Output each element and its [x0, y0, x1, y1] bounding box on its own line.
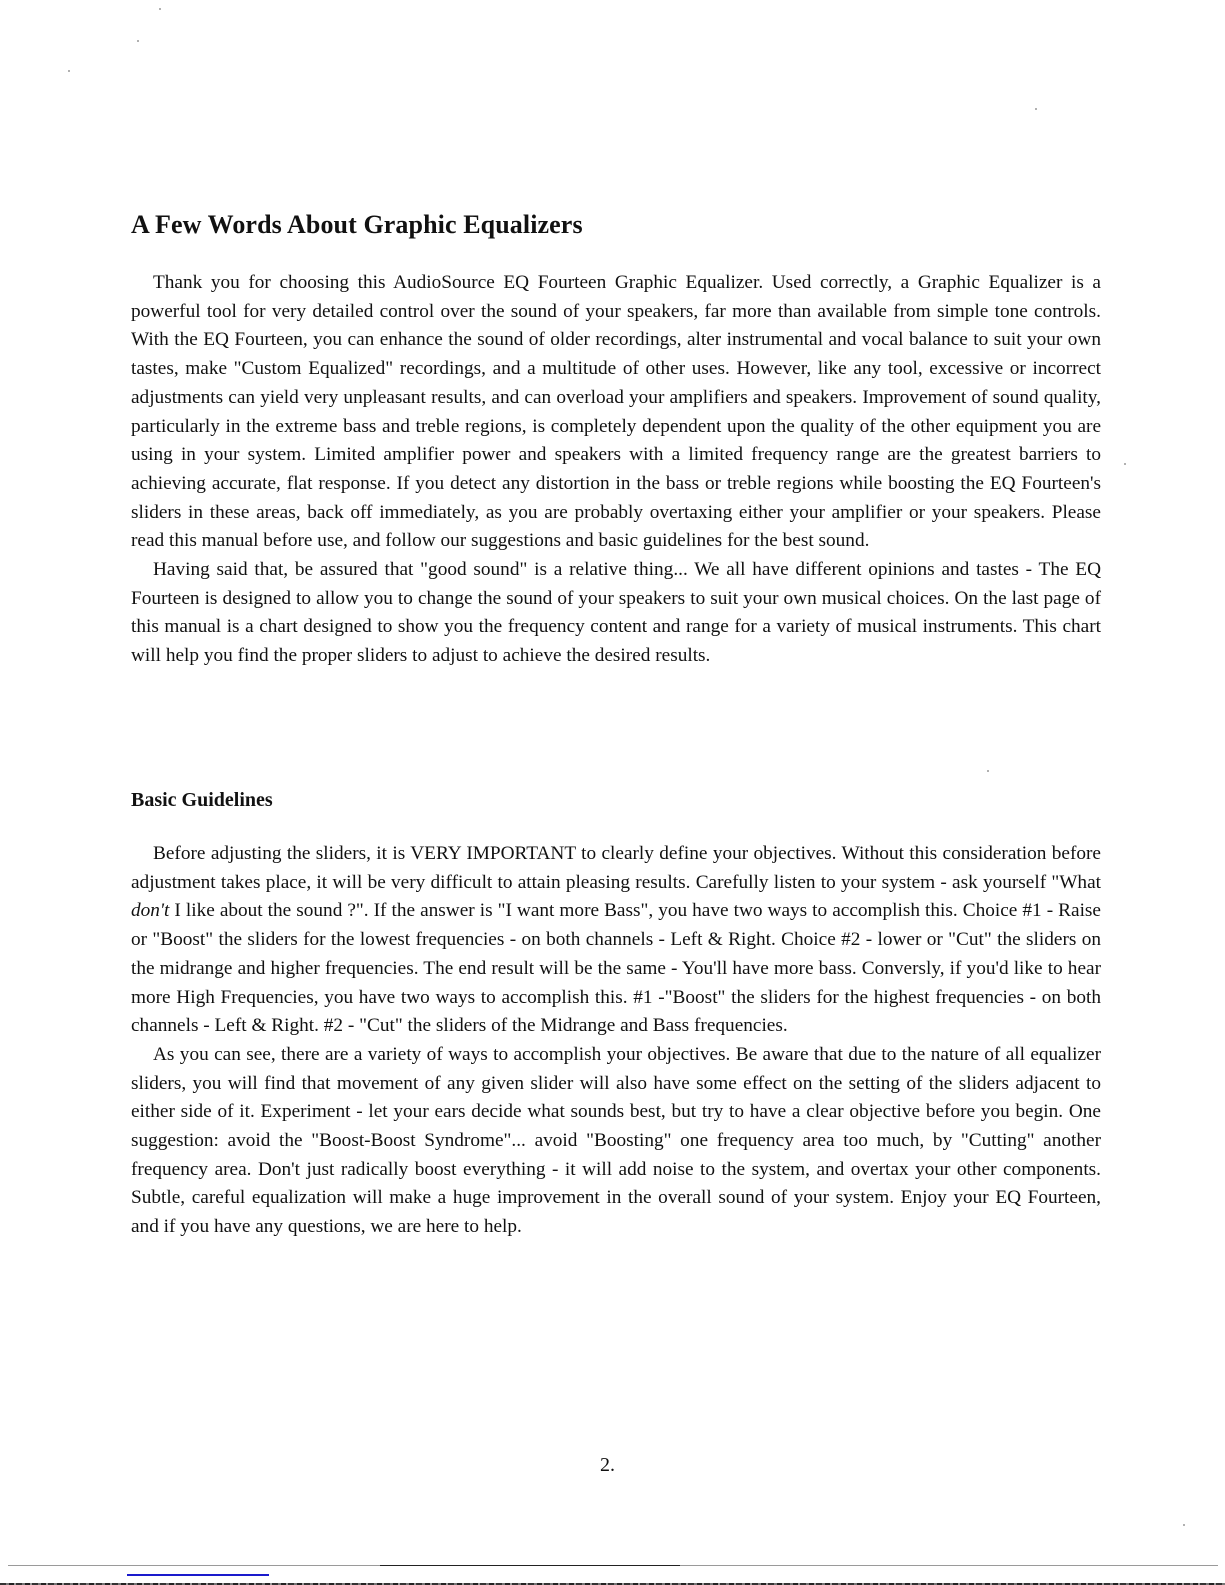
intro-paragraph: Thank you for choosing this AudioSource EQ Fourteen Graphic Equalizer. Used correctly, a Graphic Equalizer is a powerful tool for very detailed control over the sound of your speakers, far more than available from simple tone controls. With the EQ Fourteen, you can enhance the sound of older recordings, alter instrumental and vocal balance to suit your own tastes, make "Custom Equalized" recordings, and a multitude of other uses. However, like any tool, excessive or incorrect adjustments can yield very unpleasant results, and can overload your amplifiers and speakers. Improvement of sound quality, particularly in the extreme bass and treble regions, is completely dependent upon the quality of the other equipment you are using in your system. Limited amplifier power and speakers with a limited frequency range are the greatest barriers to achieving accurate, flat response. If you detect any distortion in the bass or treble regions while boosting the EQ Fourteen's sliders in these areas, back off immediately, as you are probably overtaxing either your amplifier or your speakers. Please read this manual before use, and follow our suggestions and basic guidelines for the best sound. — [131, 272, 1101, 552]
page-number: 2. — [600, 1454, 615, 1476]
intro-section — [131, 269, 1101, 671]
scan-speck — [68, 70, 70, 72]
scan-speck — [987, 770, 989, 772]
scan-underline-artifact — [127, 1574, 269, 1576]
page-title: A Few Words About Graphic Equalizers — [131, 210, 583, 239]
section-heading-basic-guidelines: Basic Guidelines — [131, 789, 273, 811]
scan-speck — [159, 8, 161, 10]
scan-speck — [1035, 108, 1037, 110]
guidelines-text: Before adjusting the sliders, it is VERY IMPORTANT to clearly define your objectives. Without this consideration before adjustment takes place, it will be very difficult to attain pleasing results. Carefully listen to your system - ask yourself "What — [131, 843, 1101, 893]
scan-edge-line — [380, 1565, 680, 1566]
guidelines-paragraph — [131, 840, 1101, 1041]
scan-speck — [137, 40, 139, 42]
scan-speck — [1124, 463, 1126, 465]
emphasis-text: don't — [131, 900, 170, 922]
intro-paragraph: Having said that, be assured that "good sound" is a relative thing... We all have different opinions and tastes - The EQ Fourteen is designed to allow you to change the sound of your speakers to suit your own musical choices. On the last page of this manual is a chart designed to show you the frequency content and range for a variety of musical instruments. This chart will help you find the proper sliders to adjust to achieve the desired results. — [131, 559, 1101, 667]
scan-speck — [1183, 1524, 1185, 1526]
guidelines-paragraph: As you can see, there are a variety of ways to accomplish your objectives. Be aware that due to the nature of all equalizer sliders, you will find that movement of any given slider will also have some effect on the setting of the sliders adjacent to either side of it. Experiment - let your ears decide what sounds best, but try to have a clear objective before you begin. One suggestion: avoid the "Boost-Boost Syndrome"... avoid "Boosting" one frequency area too much, by "Cutting" another frequency area. Don't just radically boost everything - it will add noise to the system, and overtax your other components. Subtle, careful equalization will make a huge improvement in the overall sound of your system. Enjoy your EQ Fourteen, and if you have any questions, we are here to help. — [131, 1043, 1101, 1238]
guidelines-section — [131, 840, 1101, 1242]
guidelines-text: I like about the sound ?". If the answer is "I want more Bass", you have two ways to accomplish this. Choice #1 - Raise or "Boost" the sliders for the lowest frequencies - on both channels - Left & Right. Choice #2 - lower or "Cut" the sliders on the midrange and higher frequencies. The end result will be the same - You'll have more bass. Conversly, if you'd like to hear more High Frequencies, you have two ways to accomplish this. #1 -"Boost" the sliders for the highest frequencies - on both channels - Left & Right. #2 - "Cut" the sliders of the Midrange and Bass frequencies. — [131, 900, 1101, 1037]
